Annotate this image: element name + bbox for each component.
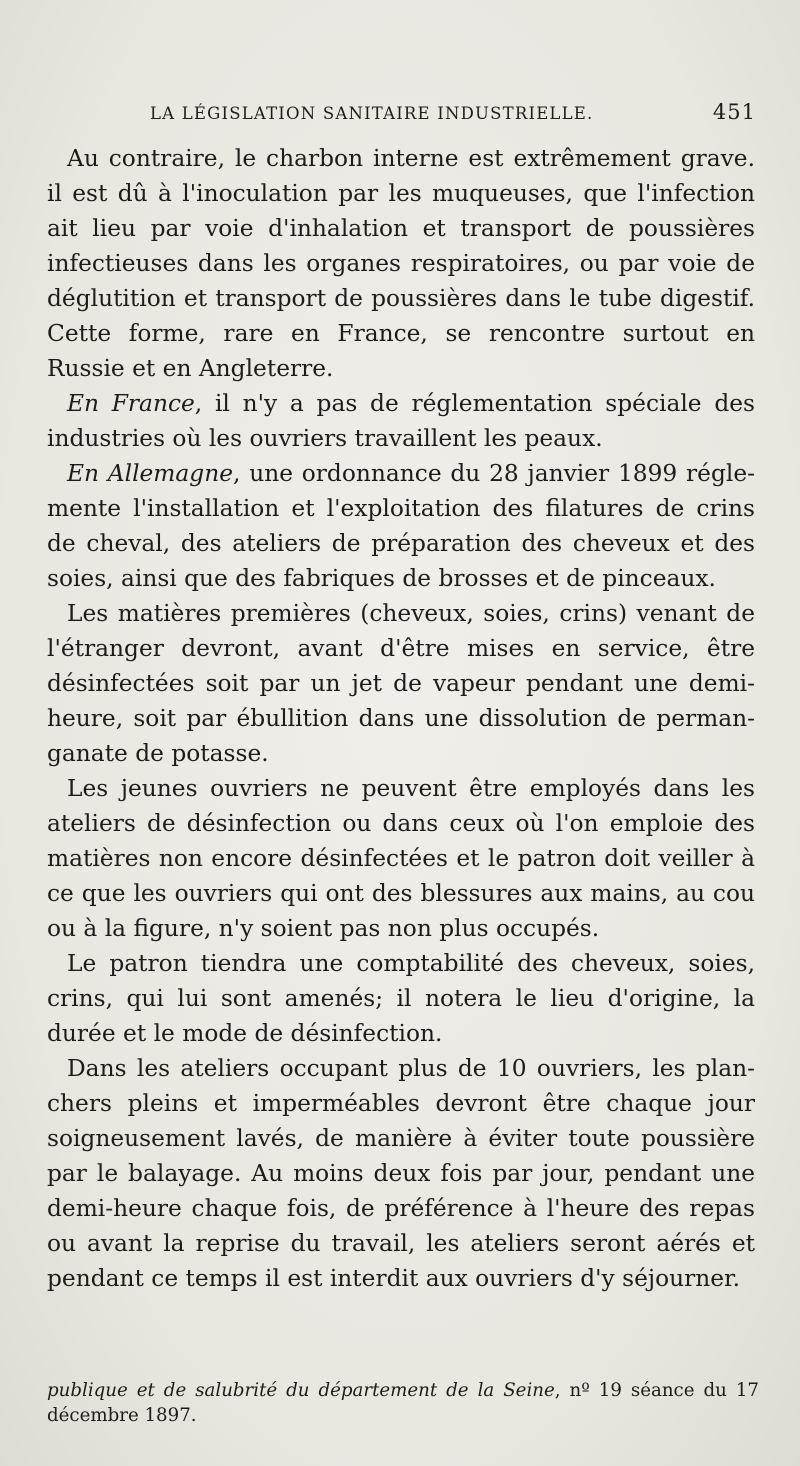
page-header [150, 100, 756, 128]
paragraph-charbon-interne [47, 141, 755, 386]
paragraph-matieres-premieres [47, 596, 755, 771]
paragraph-text: Dans les ateliers occupant plus de 10 ouvriers, les planchers pleins et imperméables devront être chaque jour soigneusement lavés, de manière à éviter toute poussière par le balayage. Au moins deux fois par jour, pendant une demi-heure chaque fois, de préférence à l'heure des repas ou avant la reprise du travail, les ateliers seront aérés et pendant ce temps il est interdit aux ouvriers d'y séjourner. [47, 1055, 755, 1292]
paragraph-france [47, 386, 755, 456]
paragraph-jeunes-ouvriers [47, 771, 755, 946]
paragraph-text: Les jeunes ouvriers ne peuvent être employés dans les ateliers de désinfection ou dans ceux où l'on emploie des matières non encore désinfectées et le patron doit veiller à ce que les ouvriers qui ont des blessures aux mains, au cou ou à la figure, n'y soient pas non plus occupés. [47, 775, 755, 942]
body-text [47, 141, 755, 1296]
footnote-title: publique et de salubrité du département de la Seine [47, 1380, 555, 1401]
paragraph-ateliers [47, 1051, 755, 1296]
paragraph-text: Le patron tiendra une comptabilité des cheveux, soies, crins, qui lui sont amenés; il notera le lieu d'origine, la durée et le mode de désinfection. [47, 950, 755, 1047]
paragraph-comptabilite [47, 946, 755, 1051]
paragraph-allemagne [47, 456, 755, 596]
footnote-text: , nº 19 séance du 17 décembre 1897. [47, 1380, 759, 1426]
paragraph-text: Au contraire, le charbon interne est extrêmement grave. il est dû à l'inoculation par les muqueuses, que l'infection ait lieu par voie d'inhalation et transport de poussières infectieuses dans les organes respiratoires, ou par voie de déglutition et transport de poussières dans le tube digestif. Cette forme, rare en France, se rencontre surtout en Russie et en Angleterre. [47, 145, 755, 382]
paragraph-text: , il n'y a pas de réglementation spéciale des industries où les ouvriers travaillent les peaux. [47, 390, 755, 452]
country-heading: En Allemagne [67, 460, 233, 487]
paragraph-text: , une ordonnance du 28 janvier 1899 réglemente l'installation et l'exploitation des filatures de crins de cheval, des ateliers de préparation des cheveux et des soies, ainsi que des fabriques de brosses et de pinceaux. [47, 460, 755, 592]
country-heading: En France [67, 390, 195, 417]
footnote [47, 1378, 759, 1428]
paragraph-text: Les matières premières (cheveux, soies, crins) venant de l'étranger devront, avant d'être mises en service, être désinfectées soit par un jet de vapeur pendant une demi-heure, soit par ébullition dans une dissolution de permanganate de potasse. [47, 600, 755, 767]
page-number: 451 [712, 100, 756, 124]
running-title: LA LÉGISLATION SANITAIRE INDUSTRIELLE. [150, 104, 594, 123]
